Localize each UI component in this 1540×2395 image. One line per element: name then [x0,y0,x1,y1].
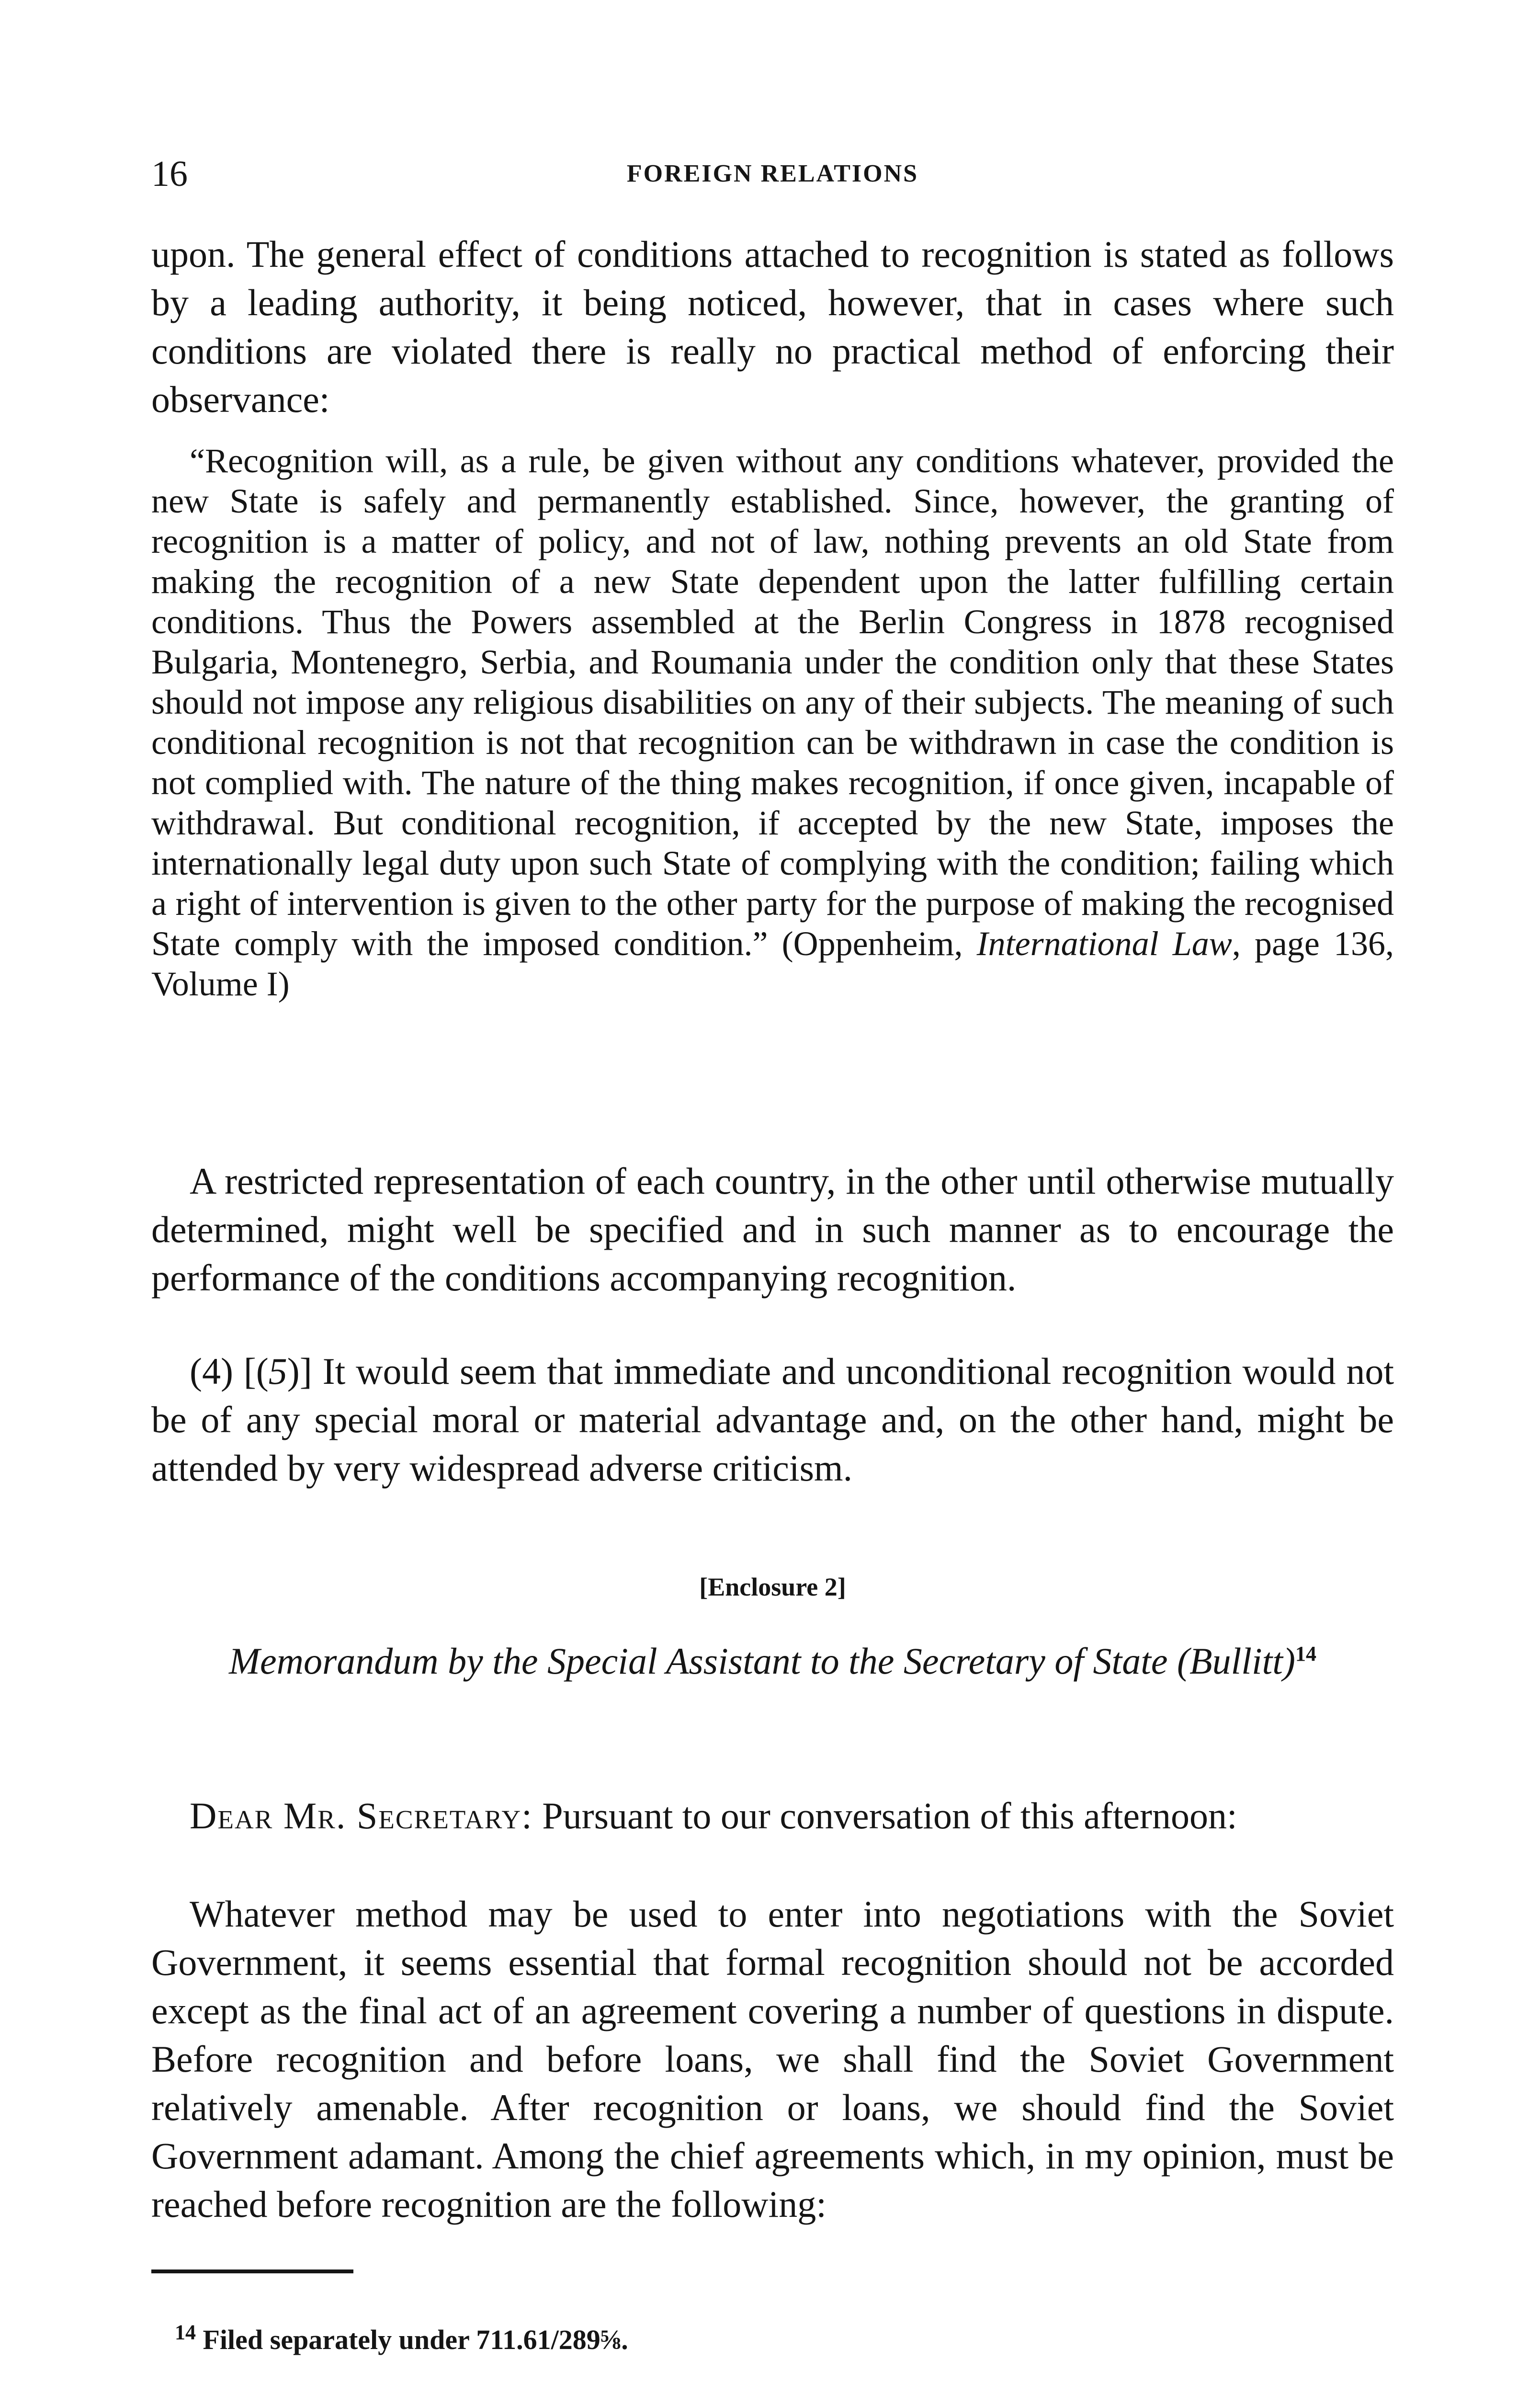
page-header [151,152,1394,195]
enclosure-label: [Enclosure 2] [699,1573,846,1601]
footnote [175,2322,628,2358]
point-number: (4) [190,1350,233,1392]
representation-paragraph: A restricted representation of each country, in the other until otherwise mutually determined, might well be specified and in such manner as to encourage the performance of the conditions accompanying recognition. [151,1160,1394,1299]
page-number: 16 [151,154,188,194]
block-quotation [151,441,1394,1004]
citation-title: International Law [976,924,1232,963]
footnote-text: Filed separately under 711.61/289⅝. [203,2324,628,2355]
point-four-text: It would seem that immediate and unconditional recognition would not be of any special moral or material advantage and, on the other hand, might be attended by very widespread adverse criticism. [151,1350,1394,1489]
salutation-address: Dear Mr. Secretary: [190,1795,533,1836]
final-paragraph: Whatever method may be used to enter into negotiations with the Soviet Government, it seems essential that formal recognition should not be accorded except as the final act of an agreement covering a number of questions in dispute. Before recognition and before loans, we shall find the Soviet Government relatively amenable. After recognition or loans, we should find the Soviet Government adamant. Among the chief agreements which, in my opinion, must be reached before recognition are the following: [151,1893,1394,2225]
point-four-paragraph [151,1347,1394,1492]
editorial-renumbering: [(5)] [243,1350,312,1392]
intro-paragraph: upon. The general effect of conditions attached to recognition is stated as follows by a leading authority, it being noticed, however, that in cases where such conditions are violated there is really no practical method of enforcing their observance: [151,233,1394,420]
footnote-divider [151,2270,353,2273]
footnote-marker: 14 [175,2320,196,2344]
footnote-reference: 14 [1295,1642,1316,1665]
quotation-citation: (Oppenheim, International Law, page 136, Volume I) [151,924,1394,1003]
salutation-text: Pursuant to our conversation of this afternoon: [532,1795,1237,1836]
memorandum-title: Memorandum by the Special Assistant to the Secretary of State (Bullitt)$^{14}$ [229,1640,1316,1682]
running-head: FOREIGN RELATIONS [626,160,919,187]
quotation-text: “Recognition will, as a rule, be given without any conditions whatever, provided the new State is safely and permanently established. Since, however, the granting of recognition is a matter of policy, and not of law, nothing prevents an old State from making the recognition of a new State dependent upon the latter fulfilling certain conditions. Thus the Powers assembled at the Berlin Congress in 1878 recognised Bulgaria, Montenegro, Serbia, and Roumania under the condition only that these States should not impose any religious disabilities on any of their subjects. The meaning of such conditional recognition is not that recognition can be withdrawn in case the condition is not complied with. The nature of the thing makes recognition, if once given, incapable of withdrawal. But conditional recognition, if accepted by the new State, imposes the internationally legal duty upon such State of complying with the condition; failing which a right of intervention is given to the other party for the purpose of making the recognised State comply with the imposed condition.” [151,442,1394,963]
salutation-paragraph [151,1791,1394,1840]
